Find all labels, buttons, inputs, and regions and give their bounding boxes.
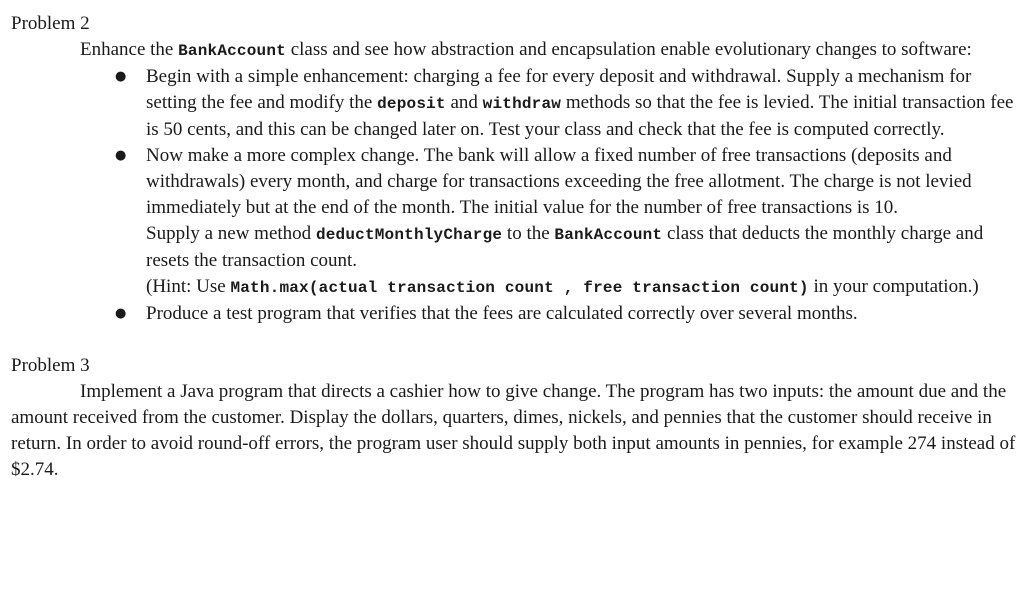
bullet-dot-icon: ●: [115, 69, 127, 84]
code-withdraw: withdraw: [482, 95, 562, 113]
problem-3-title: Problem 3: [11, 355, 90, 376]
bullet-1-text-1: Begin with a simple enhancement: charging a fee for every deposit and withdrawal. Supply a mechanism for setting the fee and modify the: [146, 66, 972, 113]
code-bankaccount: BankAccount: [178, 42, 286, 60]
bullet-item-2: [11, 143, 1016, 301]
bullet-2-p3-text-2: in your computation.): [808, 276, 979, 297]
code-deductmonthlycharge: deductMonthlyCharge: [315, 226, 503, 244]
bullet-item-1: [11, 64, 1016, 143]
bullet-dot-icon: ●: [115, 306, 127, 321]
document-page: [11, 11, 1016, 483]
bullet-1-text-3: methods so that the fee is levied. The initial transaction fee is 50 cents, and this can be changed later on. Test your class and check that the fee is computed correctly.: [146, 92, 1014, 140]
problem-2-title: Problem 2: [11, 13, 90, 34]
bullet-2-paragraph-3: [146, 274, 1016, 301]
bullet-3-text: Produce a test program that verifies that the fees are calculated correctly over several months.: [146, 303, 858, 324]
intro-text-2: class and see how abstraction and encapsulation enable evolutionary changes to software:: [285, 39, 972, 60]
bullet-dot-icon: ●: [115, 148, 127, 163]
code-deposit: deposit: [377, 95, 446, 113]
problem-3-body: Implement a Java program that directs a cashier how to give change. The program has two inputs: the amount due and the amount received from the customer. Display the dollars, quarters, dimes, nickels, and pennies that the customer should receive in return. In order to avoid round-off errors, the program user should supply both input amounts in pennies, for example 274 instead of $2.74.: [11, 381, 1016, 480]
bullet-2-p3-text-1: (Hint: Use: [146, 276, 231, 297]
bullet-2-p2-text-3: class that deducts the monthly charge and resets the transaction count.: [146, 223, 984, 271]
problem-2-bullet-list: [11, 64, 1016, 327]
problem-2-intro: [11, 37, 1016, 64]
bullet-1-text-2: and: [445, 92, 483, 113]
bullet-2-p2-text-2: to the: [502, 223, 555, 244]
section-spacer: [11, 327, 1016, 353]
bullet-2-p2-text-1: Supply a new method: [146, 223, 316, 244]
bullet-2-paragraph-2: [146, 221, 1016, 274]
code-bankaccount-2: BankAccount: [554, 226, 663, 244]
bullet-2-paragraph-1: Now make a more complex change. The bank will allow a fixed number of free transactions (deposits and withdrawals) every month, and charge for transactions exceeding the free allotment. The charge is not levied immediately but at the end of the month. The initial value for the number of free transactions is 10.: [146, 145, 972, 218]
intro-text-1: Enhance the: [80, 39, 179, 60]
bullet-item-3: [11, 301, 1016, 327]
code-math-max: Math.max(actual transaction count , free transaction count): [230, 279, 809, 297]
